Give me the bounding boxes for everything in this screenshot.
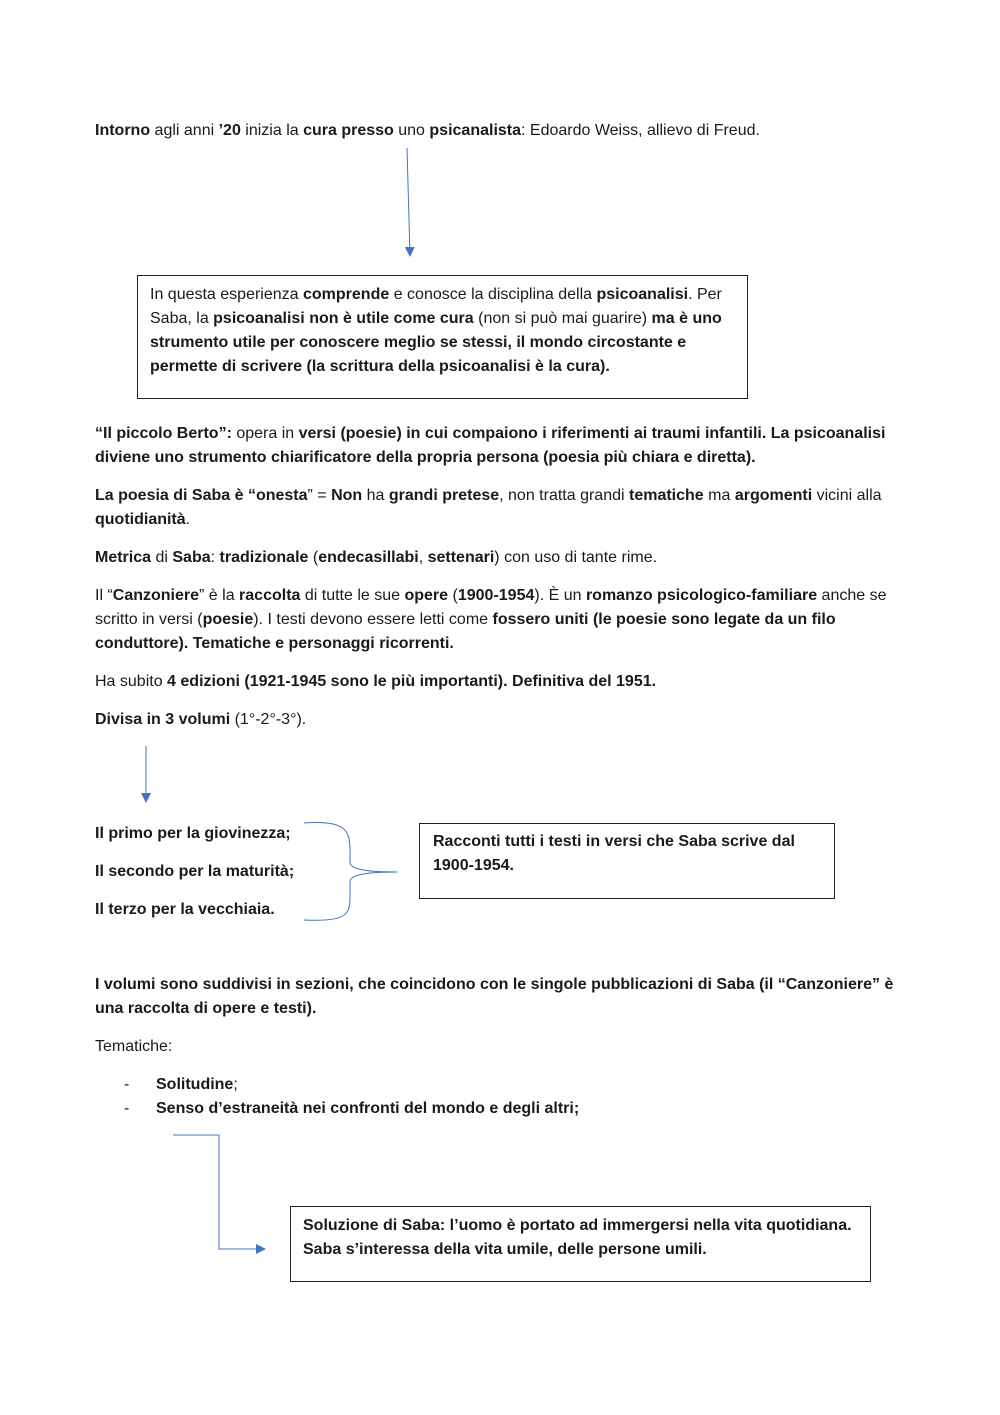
text-run: Senso d’estraneità nei confronti del mondo e degli altri; xyxy=(156,1100,580,1117)
text-run: tradizionale xyxy=(219,549,309,566)
text-run: anche se xyxy=(817,587,887,604)
text-run: : Edoardo Weiss, allievo di Freud. xyxy=(521,122,760,139)
text-run: psicoanalisi non è utile come cura xyxy=(213,310,474,327)
paragraph-canzoniere-line1 xyxy=(95,584,915,608)
text-run: ” è la xyxy=(199,587,240,604)
text-run: di tutte le sue xyxy=(300,587,405,604)
text-run: strumento utile per conoscere meglio se stessi, il mondo circostante e xyxy=(150,334,687,351)
arrow-elbow xyxy=(173,1135,264,1249)
text-run: psicanalista xyxy=(429,122,522,139)
text-run: e conosce la disciplina della xyxy=(389,286,597,303)
theme-item xyxy=(156,1097,976,1121)
text-run: : xyxy=(210,549,220,566)
text-run: ). È un xyxy=(534,587,586,604)
tematiche-label: Tematiche: xyxy=(95,1038,173,1055)
paragraph-metrica xyxy=(95,546,915,570)
text-run: (non si può mai guarire) xyxy=(473,310,652,327)
text-run: (1°-2°-3°). xyxy=(230,711,307,728)
paragraph-poesia-onesta-line2 xyxy=(95,508,915,532)
text-run: Saba xyxy=(172,549,211,566)
arrow-down-1 xyxy=(407,148,410,255)
text-run: ma è uno xyxy=(651,310,722,327)
text-run: raccolta xyxy=(239,587,301,604)
text-run: poesie xyxy=(202,611,254,628)
text-run: . xyxy=(185,511,191,528)
text-run: , xyxy=(418,549,428,566)
paragraph-canzoniere-line2 xyxy=(95,608,915,632)
text-run: diviene uno strumento chiarificatore della propria persona (poesia più chiara e diretta). xyxy=(95,449,756,466)
text-run: grandi pretese xyxy=(388,487,500,504)
text-run: ( xyxy=(448,587,458,604)
text-run: Saba, la xyxy=(150,310,214,327)
volume-item: Il terzo per la vecchiaia. xyxy=(95,901,275,918)
text-run: ” = xyxy=(307,487,332,504)
text-run: Ha subito xyxy=(95,673,168,690)
paragraph-poesia-onesta-line1 xyxy=(95,484,915,508)
text-run: ; xyxy=(233,1076,238,1093)
text-run: ( xyxy=(308,549,319,566)
text-run: Solitudine xyxy=(156,1076,234,1093)
text-run: Metrica xyxy=(95,549,152,566)
text-run: conduttore). Tematiche e personaggi ricorrenti. xyxy=(95,635,454,652)
list-bullet: - xyxy=(124,1100,130,1117)
text-run: endecasillabi xyxy=(318,549,419,566)
text-run: quotidianità xyxy=(95,511,186,528)
text-run: ) con uso di tante rime. xyxy=(494,549,658,566)
text-run: “Il piccolo Berto”: xyxy=(95,425,232,442)
text-run: agli anni xyxy=(150,122,219,139)
text-run: 1900-1954 xyxy=(457,587,535,604)
paragraph-sezioni-line2: una raccolta di opere e testi). xyxy=(95,1000,317,1017)
text-run: vicini alla xyxy=(812,487,882,504)
text-run: Intorno xyxy=(95,122,151,139)
paragraph-intro xyxy=(95,119,915,143)
paragraph-volumi xyxy=(95,708,915,732)
box-line xyxy=(150,283,735,307)
text-run: La poesia di Saba è “onesta xyxy=(95,487,308,504)
paragraph-canzoniere-line3 xyxy=(95,632,915,656)
volume-item: Il secondo per la maturità; xyxy=(95,863,295,880)
box-line xyxy=(150,307,735,331)
text-run: opere xyxy=(404,587,449,604)
text-run: , non tratta grandi xyxy=(499,487,629,504)
text-run: ’20 xyxy=(218,122,241,139)
box-racconti xyxy=(419,823,835,899)
text-run: Il “ xyxy=(95,587,113,604)
text-run: psicoanalisi xyxy=(596,286,689,303)
paragraph-edizioni xyxy=(95,670,915,694)
text-run: cura presso xyxy=(303,122,394,139)
text-run: comprende xyxy=(303,286,390,303)
text-run: 4 edizioni (1921-1945 sono le più importanti). Definitiva del 1951. xyxy=(167,673,657,690)
theme-item xyxy=(156,1073,976,1097)
text-run: . Per xyxy=(688,286,722,303)
text-run: romanzo psicologico-familiare xyxy=(585,587,818,604)
box-line: Racconti tutti i testi in versi che Saba scrive dal xyxy=(433,833,795,850)
text-run: permette di scrivere (la scrittura della psicoanalisi è la cura). xyxy=(150,358,610,375)
box-psicoanalisi xyxy=(137,275,748,399)
text-run: In questa esperienza xyxy=(150,286,303,303)
text-run: tematiche xyxy=(629,487,704,504)
volume-item: Il primo per la giovinezza; xyxy=(95,825,291,842)
paragraph-piccolo-berto-line2 xyxy=(95,446,915,470)
box-line: 1900-1954. xyxy=(433,857,514,874)
text-run: di xyxy=(151,549,173,566)
box-soluzione xyxy=(290,1206,871,1282)
list-bullet: - xyxy=(124,1076,130,1093)
box-line: Soluzione di Saba: l’uomo è portato ad immergersi nella vita quotidiana. xyxy=(303,1217,852,1234)
paragraph-sezioni-line1: I volumi sono suddivisi in sezioni, che coincidono con le singole pubblicazioni di Saba (il “Canzoniere” è xyxy=(95,976,894,993)
text-run: uno xyxy=(393,122,430,139)
box-line xyxy=(150,355,735,379)
box-line: Saba s’interessa della vita umile, delle persone umili. xyxy=(303,1241,707,1258)
text-run: argomenti xyxy=(734,487,813,504)
text-run: inizia la xyxy=(240,122,304,139)
text-run: ). I testi devono essere letti come xyxy=(253,611,493,628)
text-run: ha xyxy=(362,487,389,504)
text-run: versi (poesie) in cui compaiono i riferimenti ai traumi infantili. La psicoanalisi xyxy=(298,425,886,442)
text-run: opera in xyxy=(231,425,299,442)
text-run: Divisa in 3 volumi xyxy=(95,711,231,728)
text-run: Canzoniere xyxy=(112,587,200,604)
text-run: scritto in versi ( xyxy=(95,611,203,628)
text-run: fossero uniti (le poesie sono legate da un filo xyxy=(492,611,836,628)
text-run: Non xyxy=(331,487,363,504)
text-run: settenari xyxy=(427,549,495,566)
box-line xyxy=(150,331,735,355)
text-run: ma xyxy=(703,487,735,504)
paragraph-piccolo-berto-line1 xyxy=(95,422,915,446)
